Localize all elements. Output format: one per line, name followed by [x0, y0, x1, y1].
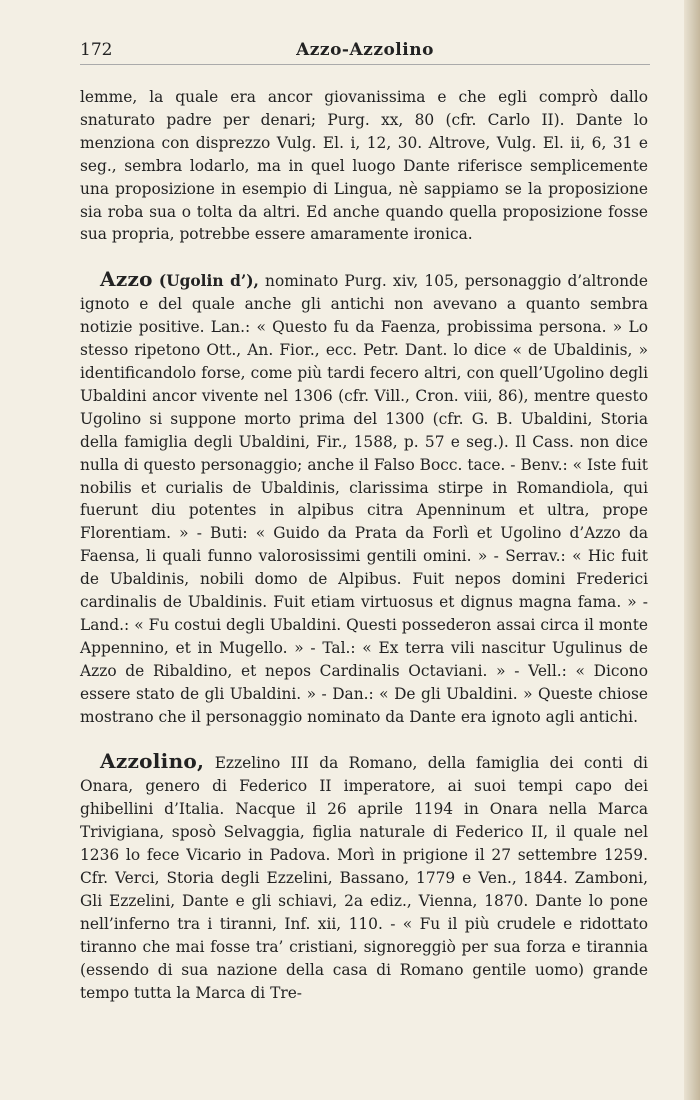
page-body — [80, 86, 648, 1026]
running-title: Azzo-Azzolino — [296, 40, 434, 60]
headword: Azzo — [100, 267, 153, 292]
page-header — [80, 40, 650, 64]
headword: Azzolino, — [100, 749, 205, 774]
entry-text: nominato Purg. xiv, 105, personaggio d’altronde ignoto e del quale anche gli antichi non avevano a quanto sembra notizie positive. Lan.: « Questo fu da Faenza, probissima persona. » Lo stesso ripetono Ott., An. Fior., ecc. Petr. Dant. lo dice « de Ubaldinis, » identificandolo forse, come più tardi fecero altri, con quell’Ugolino degli Ubaldini ancor vivente nel 1306 (cfr. Vill., Cron. viii, 86), mentre questo Ugolino si suppone morto prima del 1300 (cfr. G. B. Ubaldini, Storia della famiglia degli Ubaldini, Fir., 1588, p. 57 e seg.). Il Cass. non dice nulla di questo personaggio; anche il Falso Bocc. tace. - Benv.: « Iste fuit nobilis et curialis de Ubaldinis, clarissima stirpe in Romandiola, qui fuerunt diu potentes in alpibus citra Apenninum et ultra, prope Florentiam. » - Buti: « Guido da Prata da Forlì et Ugolino d’Azzo da Faensa, li quali funno valorosissimi gentili omini. » - Serrav.: « Hic fuit de Ubaldinis, nobili domo de Alpibus. Fuit nepos domini Frederici cardinalis de Ubaldinis. Fuit etiam virtuosus et dignus magna fama. » - Land.: « Fu costui degli Ubaldini. Questi possederon assai circa il monte Appennino, et in Mugello. » - Tal.: « Ex terra vili nascitur Ugulinus de Azzo de Ribaldino, et nepos Cardinalis Octaviani. » - Vell.: « Dicono essere stato de gli Ubaldini. » - Dan.: « De gli Ubaldini. » Queste chiose mostrano che il personaggio nominato da Dante era ignoto agli antichi. — [80, 272, 648, 726]
entry-continuation — [80, 86, 648, 246]
entry-text: lemme, la quale era ancor giovanissima e che egli comprò dallo snaturato padre per denari; Purg. xx, 80 (cfr. Carlo II). Dante lo menziona con disprezzo Vulg. El. i, 12, 30. Altrove, Vulg. El. ii, 6, 31 e seg., sembra lodarlo, ma in quel luogo Dante riferisce semplicemente una proposizione in esempio di Lingua, nè sappiamo se la proposizione sia roba sua o tolta da altri. Ed anche quando quella proposizione fosse sua propria, potrebbe essere amaramente ironica. — [80, 88, 648, 244]
header-rule — [80, 64, 650, 65]
entry-paragraph — [80, 750, 648, 1004]
page-edge-shadow — [684, 0, 700, 1100]
page-number: 172 — [80, 40, 113, 60]
entry-azzolino — [80, 750, 648, 1004]
subhead: (Ugolin d’), — [158, 272, 259, 291]
entry-text: Ezzelino III da Romano, della famiglia dei conti di Onara, genero di Federico II imperatore, ai suoi tempi capo dei ghibellini d’Italia. Nacque il 26 aprile 1194 in Onara nella Marca Trivigiana, sposò Selvaggia, figlia naturale di Federico II, il quale nel 1236 lo fece Vicario in Padova. Morì in prigione il 27 settembre 1259. Cfr. Verci, Storia degli Ezzelini, Bassano, 1779 e Ven., 1844. Zamboni, Gli Ezzelini, Dante e gli schiavi, 2a ediz., Vienna, 1870. Dante lo pone nell’inferno tra i tiranni, Inf. xii, 110. - « Fu il più crudele e ridottato tiranno che mai fosse tra’ cristiani, signoreggiò per sua forza e tirannia (essendo di sua nazione della casa di Romano gentile uomo) grande tempo tutta la Marca di Tre- — [80, 754, 648, 1002]
entry-azzo — [80, 268, 648, 728]
entry-paragraph — [80, 268, 648, 728]
